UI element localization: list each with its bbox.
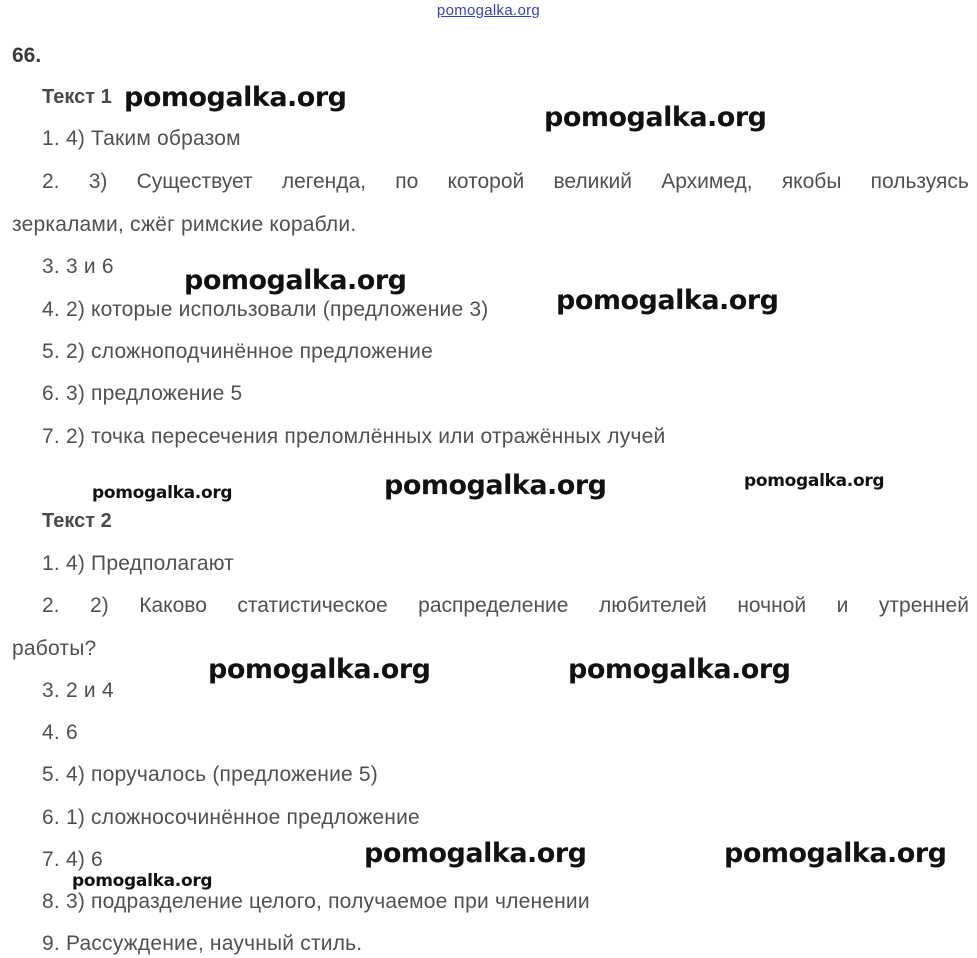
text2-answer-9: 9. Рассуждение, научный стиль. xyxy=(42,932,363,955)
word: утренней xyxy=(878,594,969,617)
text2-answer-2-continuation: работы? xyxy=(12,637,97,660)
watermark: pomogalka.org xyxy=(568,654,791,685)
text2-answer-7: 7. 4) 6 xyxy=(42,848,103,871)
watermark: pomogalka.org xyxy=(364,838,587,869)
word: легенда, xyxy=(281,170,367,193)
word: пользуясь xyxy=(870,170,969,193)
word: Архимед, xyxy=(661,170,753,193)
site-link[interactable]: pomogalka.org xyxy=(436,2,541,19)
text1-answer-7: 7. 2) точка пересечения преломлённых или отражённых лучей xyxy=(42,425,666,448)
word: любителей xyxy=(599,594,707,617)
text2-answer-2 xyxy=(42,594,969,618)
word: 2. xyxy=(42,594,60,617)
word: якобы xyxy=(781,170,842,193)
text1-answer-5: 5. 2) сложноподчинённое предложение xyxy=(42,340,433,363)
text1-answer-2 xyxy=(42,170,969,194)
text2-answer-8: 8. 3) подразделение целого, получаемое при членении xyxy=(42,890,590,913)
word: ночной xyxy=(737,594,807,617)
word: Существует xyxy=(136,170,253,193)
text2-heading: Текст 2 xyxy=(42,510,112,532)
watermark: pomogalka.org xyxy=(724,838,947,869)
text2-answer-5: 5. 4) поручалось (предложение 5) xyxy=(42,763,379,786)
word: статистическое xyxy=(237,594,388,617)
watermark: pomogalka.org xyxy=(92,483,233,503)
text1-heading: Текст 1 xyxy=(42,86,112,108)
text1-answer-2-continuation: зеркалами, сжёг римские корабли. xyxy=(12,213,357,236)
word: распределение xyxy=(418,594,569,617)
text2-answer-4: 4. 6 xyxy=(42,721,78,744)
watermark: pomogalka.org xyxy=(124,82,347,113)
watermark: pomogalka.org xyxy=(184,265,407,296)
text1-answer-4: 4. 2) которые использовали (предложение 3) xyxy=(42,298,489,321)
word: которой xyxy=(447,170,525,193)
text2-answer-3: 3. 2 и 4 xyxy=(42,679,114,702)
watermark: pomogalka.org xyxy=(72,871,213,891)
watermark: pomogalka.org xyxy=(556,285,779,316)
watermark: pomogalka.org xyxy=(744,471,885,491)
word: Каково xyxy=(139,594,207,617)
text1-answer-6: 6. 3) предложение 5 xyxy=(42,382,243,405)
watermark: pomogalka.org xyxy=(208,654,431,685)
word: великий xyxy=(553,170,632,193)
watermark: pomogalka.org xyxy=(384,470,607,501)
text2-answer-1: 1. 4) Предполагают xyxy=(42,552,235,575)
word: 3) xyxy=(88,170,108,193)
word: и xyxy=(836,594,849,617)
word: 2) xyxy=(90,594,109,617)
watermark: pomogalka.org xyxy=(544,102,767,133)
text1-answer-1: 1. 4) Таким образом xyxy=(42,127,241,150)
word: 2. xyxy=(42,170,60,193)
word: по xyxy=(395,170,419,193)
text2-answer-6: 6. 1) сложносочинённое предложение xyxy=(42,806,420,829)
text1-answer-3: 3. 3 и 6 xyxy=(42,255,114,278)
exercise-number: 66. xyxy=(12,44,42,67)
